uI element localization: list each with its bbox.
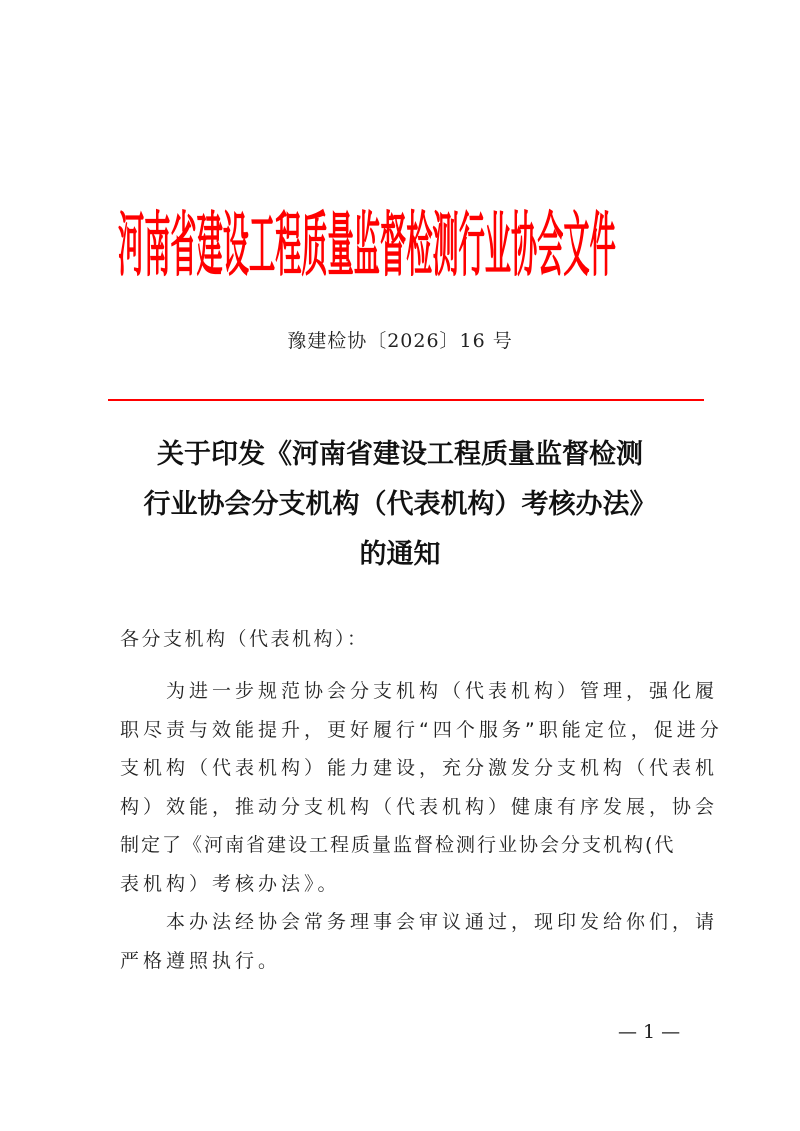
page-number: — 1 —: [618, 1021, 681, 1043]
title-line: 行业协会分支机构（代表机构）考核办法》: [143, 489, 657, 520]
body-line: 职尽责与效能提升，更好履行“四个服务”职能定位，促进分: [120, 718, 723, 741]
red-divider-rule: [108, 399, 704, 401]
title-line: 关于印发《河南省建设工程质量监督检测: [157, 439, 643, 470]
document-title: [110, 430, 690, 580]
document-number: 豫建检协〔2026〕16 号: [287, 330, 513, 352]
body-line: 构）效能，推动分支机构（代表机构）健康有序发展，协会: [120, 795, 719, 818]
body-text: [120, 672, 723, 980]
body-line: 支机构（代表机构）能力建设，充分激发分支机构（代表机: [120, 757, 719, 779]
body-line: 制定了《河南省建设工程质量监督检测行业协会分支机构(代: [120, 834, 676, 856]
body-line: 表机构）考核办法》。: [120, 872, 341, 895]
body-line: 严格遵照执行。: [120, 949, 282, 972]
title-line: 的通知: [359, 539, 441, 570]
body-line: 为进一步规范协会分支机构（代表机构）管理，强化履: [120, 680, 719, 702]
salutation: 各分支机构（代表机构）：: [120, 628, 369, 650]
issuer-header: 河南省建设工程质量监督检测行业协会文件: [118, 204, 616, 287]
body-line: 本办法经协会常务理事会审议通过，现印发给你们，请: [120, 911, 719, 933]
